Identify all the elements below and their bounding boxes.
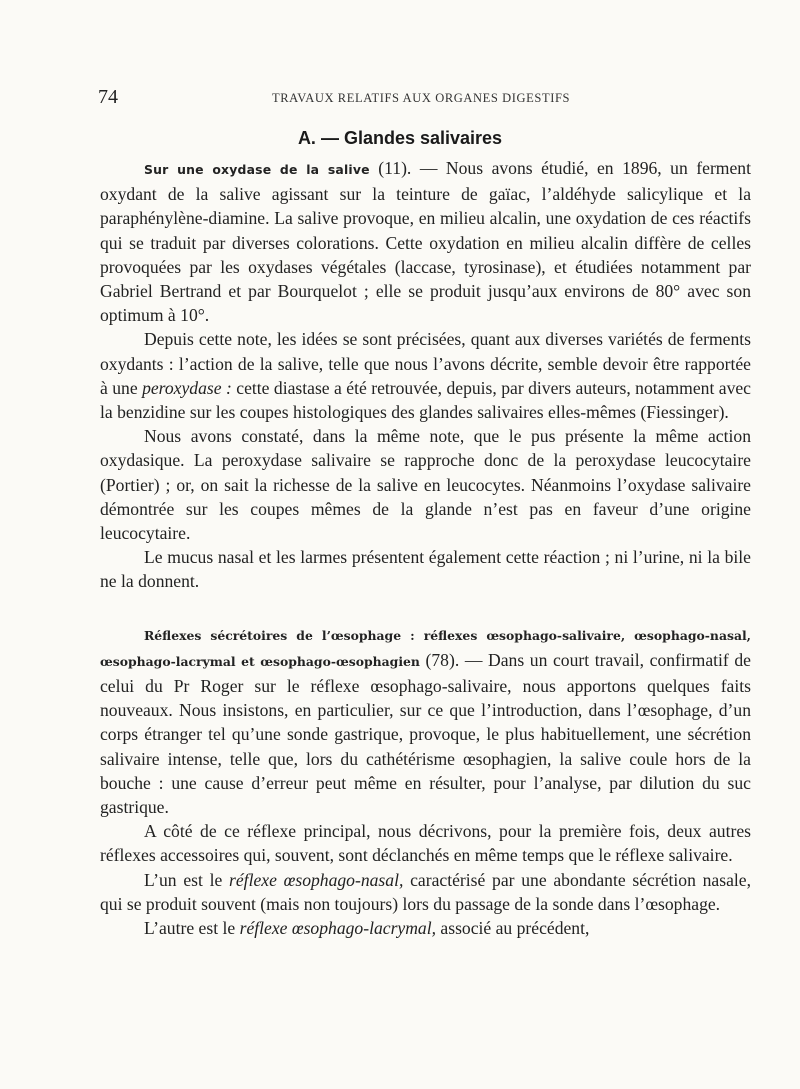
paragraph-lead: Réflexes sécrétoires de l’œsophage : réflexes œsophago-salivaire, œsophago-nasal, œsophago-lacrymal et œsophago-œsophagien [100, 627, 751, 669]
paragraph-text: L’autre est le [144, 918, 240, 939]
paragraph-reflexe-nasal [100, 868, 751, 916]
section-title: A. — Glandes salivaires [297, 128, 503, 148]
italic-term: réflexe œsophago-lacrymal, [239, 918, 437, 939]
running-head: TRAVAUX RELATIFS AUX ORGANES DIGESTIFS [272, 91, 571, 105]
paragraph-reflexe-principal [100, 819, 751, 867]
italic-term: peroxydase : [142, 377, 232, 398]
paragraph-text: — Dans un court travail, confirmatif de celui du Pr Roger sur le réflexe œsophago-salivaire, nous apportons quelques faits nouveaux. Nous insistons, en particulier, sur ce que l’introduction, dans l’œsophage, d’un corps étranger tel qu’une sonde gastrique, provoque, le plus habituellement, une sécrétion salivaire intense, telle que, lors du cathétérisme œsophagien, la salive coule hors de la bouche : une cause d’erreur peut même en résulter, pour l’analyse, par dilution du suc gastrique. [100, 649, 751, 818]
paragraph-mucus [100, 545, 751, 593]
page-number: 74 [98, 86, 118, 108]
page-header [98, 86, 748, 112]
paragraph-reflexes [100, 622, 751, 820]
paragraph-text: associé au précédent, [436, 918, 590, 939]
paragraph-text: caractérisé par une abondante sécrétion nasale, qui se produit souvent (mais non toujours) lors du passage de la sonde dans l’œsophage. [100, 869, 751, 914]
italic-term: réflexe œsophago-nasal, [229, 869, 404, 890]
paragraph-text: — Nous avons étudié, en 1896, un ferment oxydant de la salive agissant sur la teinture de gaïac, l’aldéhyde salicylique et la paraphénylène-diamine. La salive provoque, en milieu alcalin, une oxydation de ces réactifs qui se traduit par diverses colorations. Cette oxydation en milieu alcalin diffère de celles provoquées par les oxydases végétales (laccase, tyrosinase), et étudiées notamment par Gabriel Bertrand et par Bourquelot ; elle se produit jusqu’aux environs de 80° avec son optimum à 10°. [100, 158, 751, 326]
paragraph-text: Nous avons constaté, dans la même note, que le pus présente la même action oxydasique. La peroxydase salivaire se rapproche donc de la peroxydase leucocytaire (Portier) ; or, on sait la richesse de la salive en leucocytes. Néanmoins l’oxydase salivaire démontrée sur les coupes mêmes de la glande n’est pas en faveur d’une origine leucocytaire. [100, 426, 751, 544]
paragraph-text: cette diastase a été retrouvée, depuis, par divers auteurs, notamment avec la benzidine sur les coupes histologiques des glandes salivaires elles-mêmes (Fiessinger). [100, 377, 751, 423]
paragraph-text: L’un est le [144, 869, 230, 890]
paragraph-pus [100, 424, 751, 545]
reference-number: (11). [369, 158, 412, 178]
paragraph-text: A côté de ce réflexe principal, nous décrivons, pour la première fois, deux autres réflexes accessoires qui, souvent, sont déclanchés en même temps que le réflexe salivaire. [100, 821, 751, 866]
reference-number: (78). [419, 649, 460, 670]
paragraph-text: Le mucus nasal et les larmes présentent également cette réaction ; ni l’urine, ni la bile ne la donnent. [100, 547, 751, 592]
paragraph-oxydase [100, 156, 751, 327]
paragraph-lead: Sur une oxydase de la salive [144, 162, 370, 177]
body-text [100, 156, 751, 940]
paragraph-peroxydase [100, 327, 751, 424]
paragraph-text: Depuis cette note, les idées se sont précisées, quant aux diverses variétés de ferments oxydants : l’action de la salive, telle que nous l’avons décrite, semble devoir être rapportée à une [100, 329, 751, 398]
paragraph-reflexe-lacrymal [100, 916, 751, 940]
